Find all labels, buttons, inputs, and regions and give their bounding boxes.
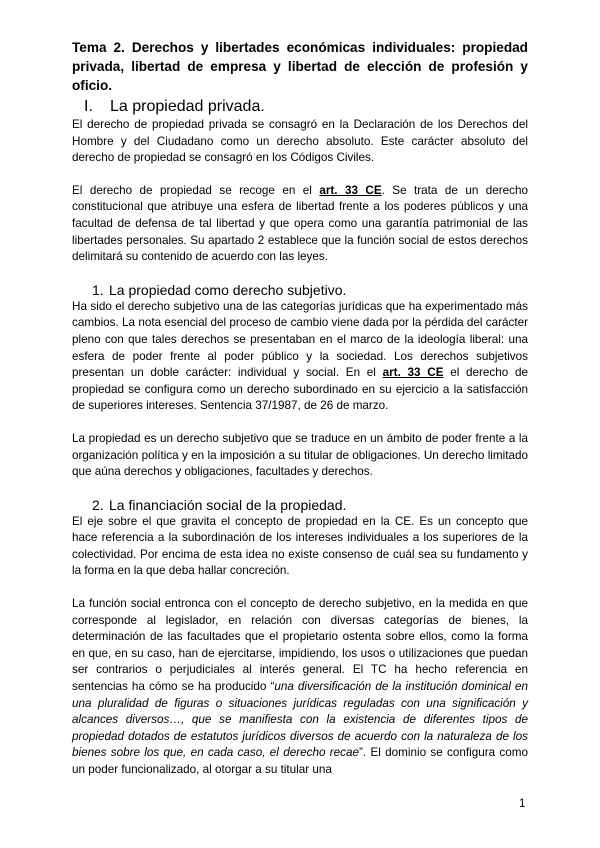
court-quote: una diversificación de la institución dominical en una pluralidad de figuras o situaciones jurídicas reguladas con una significación y alcances diversos…, que se manifiesta con la existencia de diferentes tipos de propiedad dotados de estatutos jurídicos diversos de acuerdo con la naturaleza de los bienes sobre los que, en cada caso, el derecho recae	[72, 680, 528, 760]
paragraph	[72, 183, 528, 266]
subsection-number: 2.	[92, 496, 104, 513]
paragraph-text: . Se trata de un derecho constitucional que atribuye una esfera de libertad frente a los poderes públicos y una facultad de defensa de tal libertad y que opera como una garantía patrimonial de las libertades personales. Su apartado 2 establece que la función social de estos derechos delimitará su contenido de acuerdo con las leyes.	[72, 183, 528, 264]
paragraph	[72, 299, 528, 415]
paragraph: El derecho de propiedad privada se consagró en la Declaración de los Derechos del Hombre y del Ciudadano como un derecho absoluto. Este carácter absoluto del derecho de propiedad se consagró en los Códigos Civiles.	[72, 118, 528, 165]
page-number: 1	[519, 798, 526, 810]
article-reference: art. 33 CE	[382, 366, 444, 380]
paragraph-text: La función social entronca con el concepto de derecho subjetivo, en la medida en que corresponde al legislador, en relación con diversas categorías de bienes, la determinación de las facultades que el propietario ostenta sobre ellos, como la forma en que, en su caso, han de ejercitarse, impidiendo, los usos o utilizaciones que puedan ser contrarios o perjudiciales al interés general. El TC ha hecho referencia en sentencias ha cómo se ha producido “	[72, 597, 528, 694]
paragraph-text: El derecho de propiedad se recoge en el	[72, 183, 320, 197]
subsection-heading-2	[72, 497, 528, 514]
document-page	[72, 38, 528, 779]
section-number: I.	[84, 98, 93, 115]
section-heading-text: La propiedad privada.	[110, 98, 265, 115]
article-reference: art. 33 CE	[319, 183, 382, 197]
paragraph-text: el derecho de propiedad se configura como un derecho subordinado en su ejercicio a la satisfacción de superiores intereses. Sentencia 37/1987, de 26 de marzo.	[72, 366, 528, 413]
subsection-number: 1.	[92, 281, 104, 298]
paragraph	[72, 596, 528, 779]
paragraph: El eje sobre el que gravita el concepto de propiedad en la CE. Es un concepto que hace referencia a la subordinación de los intereses individuales a los superiores de la colectividad. Por encima de esta idea no existe consenso de cuál sea su fundamento y la forma en la que deba hallar concreción.	[72, 514, 528, 578]
section-heading-1	[72, 97, 528, 117]
subsection-heading-text: La propiedad como derecho subjetivo.	[109, 281, 347, 298]
paragraph-text: ”. El dominio se configura como un poder funcionalizado, al otorgar a su titular una	[72, 746, 529, 776]
paragraph-text: Ha sido el derecho subjetivo una de las categorías jurídicas que ha experimentado más cambios. La nota esencial del proceso de cambio viene dada por la pérdida del carácter pleno con que tales derechos se presentaban en el marco de la ideología liberal: una esfera de poder frente al poder público y la sociedad. Los derechos subjetivos presentan un doble carácter: individual y social. En el	[72, 299, 528, 380]
document-title: Tema 2. Derechos y libertades económicas individuales: propiedad privada, libertad de empresa y libertad de elección de profesión y oficio.	[72, 40, 528, 93]
subsection-heading-1	[72, 282, 528, 299]
paragraph: La propiedad es un derecho subjetivo que se traduce en un ámbito de poder frente a la organización política y en la imposición a su titular de obligaciones. Un derecho limitado que aúna derechos y obligaciones, facultades y derechos.	[72, 431, 528, 479]
subsection-heading-text: La financiación social de la propiedad.	[109, 496, 347, 513]
